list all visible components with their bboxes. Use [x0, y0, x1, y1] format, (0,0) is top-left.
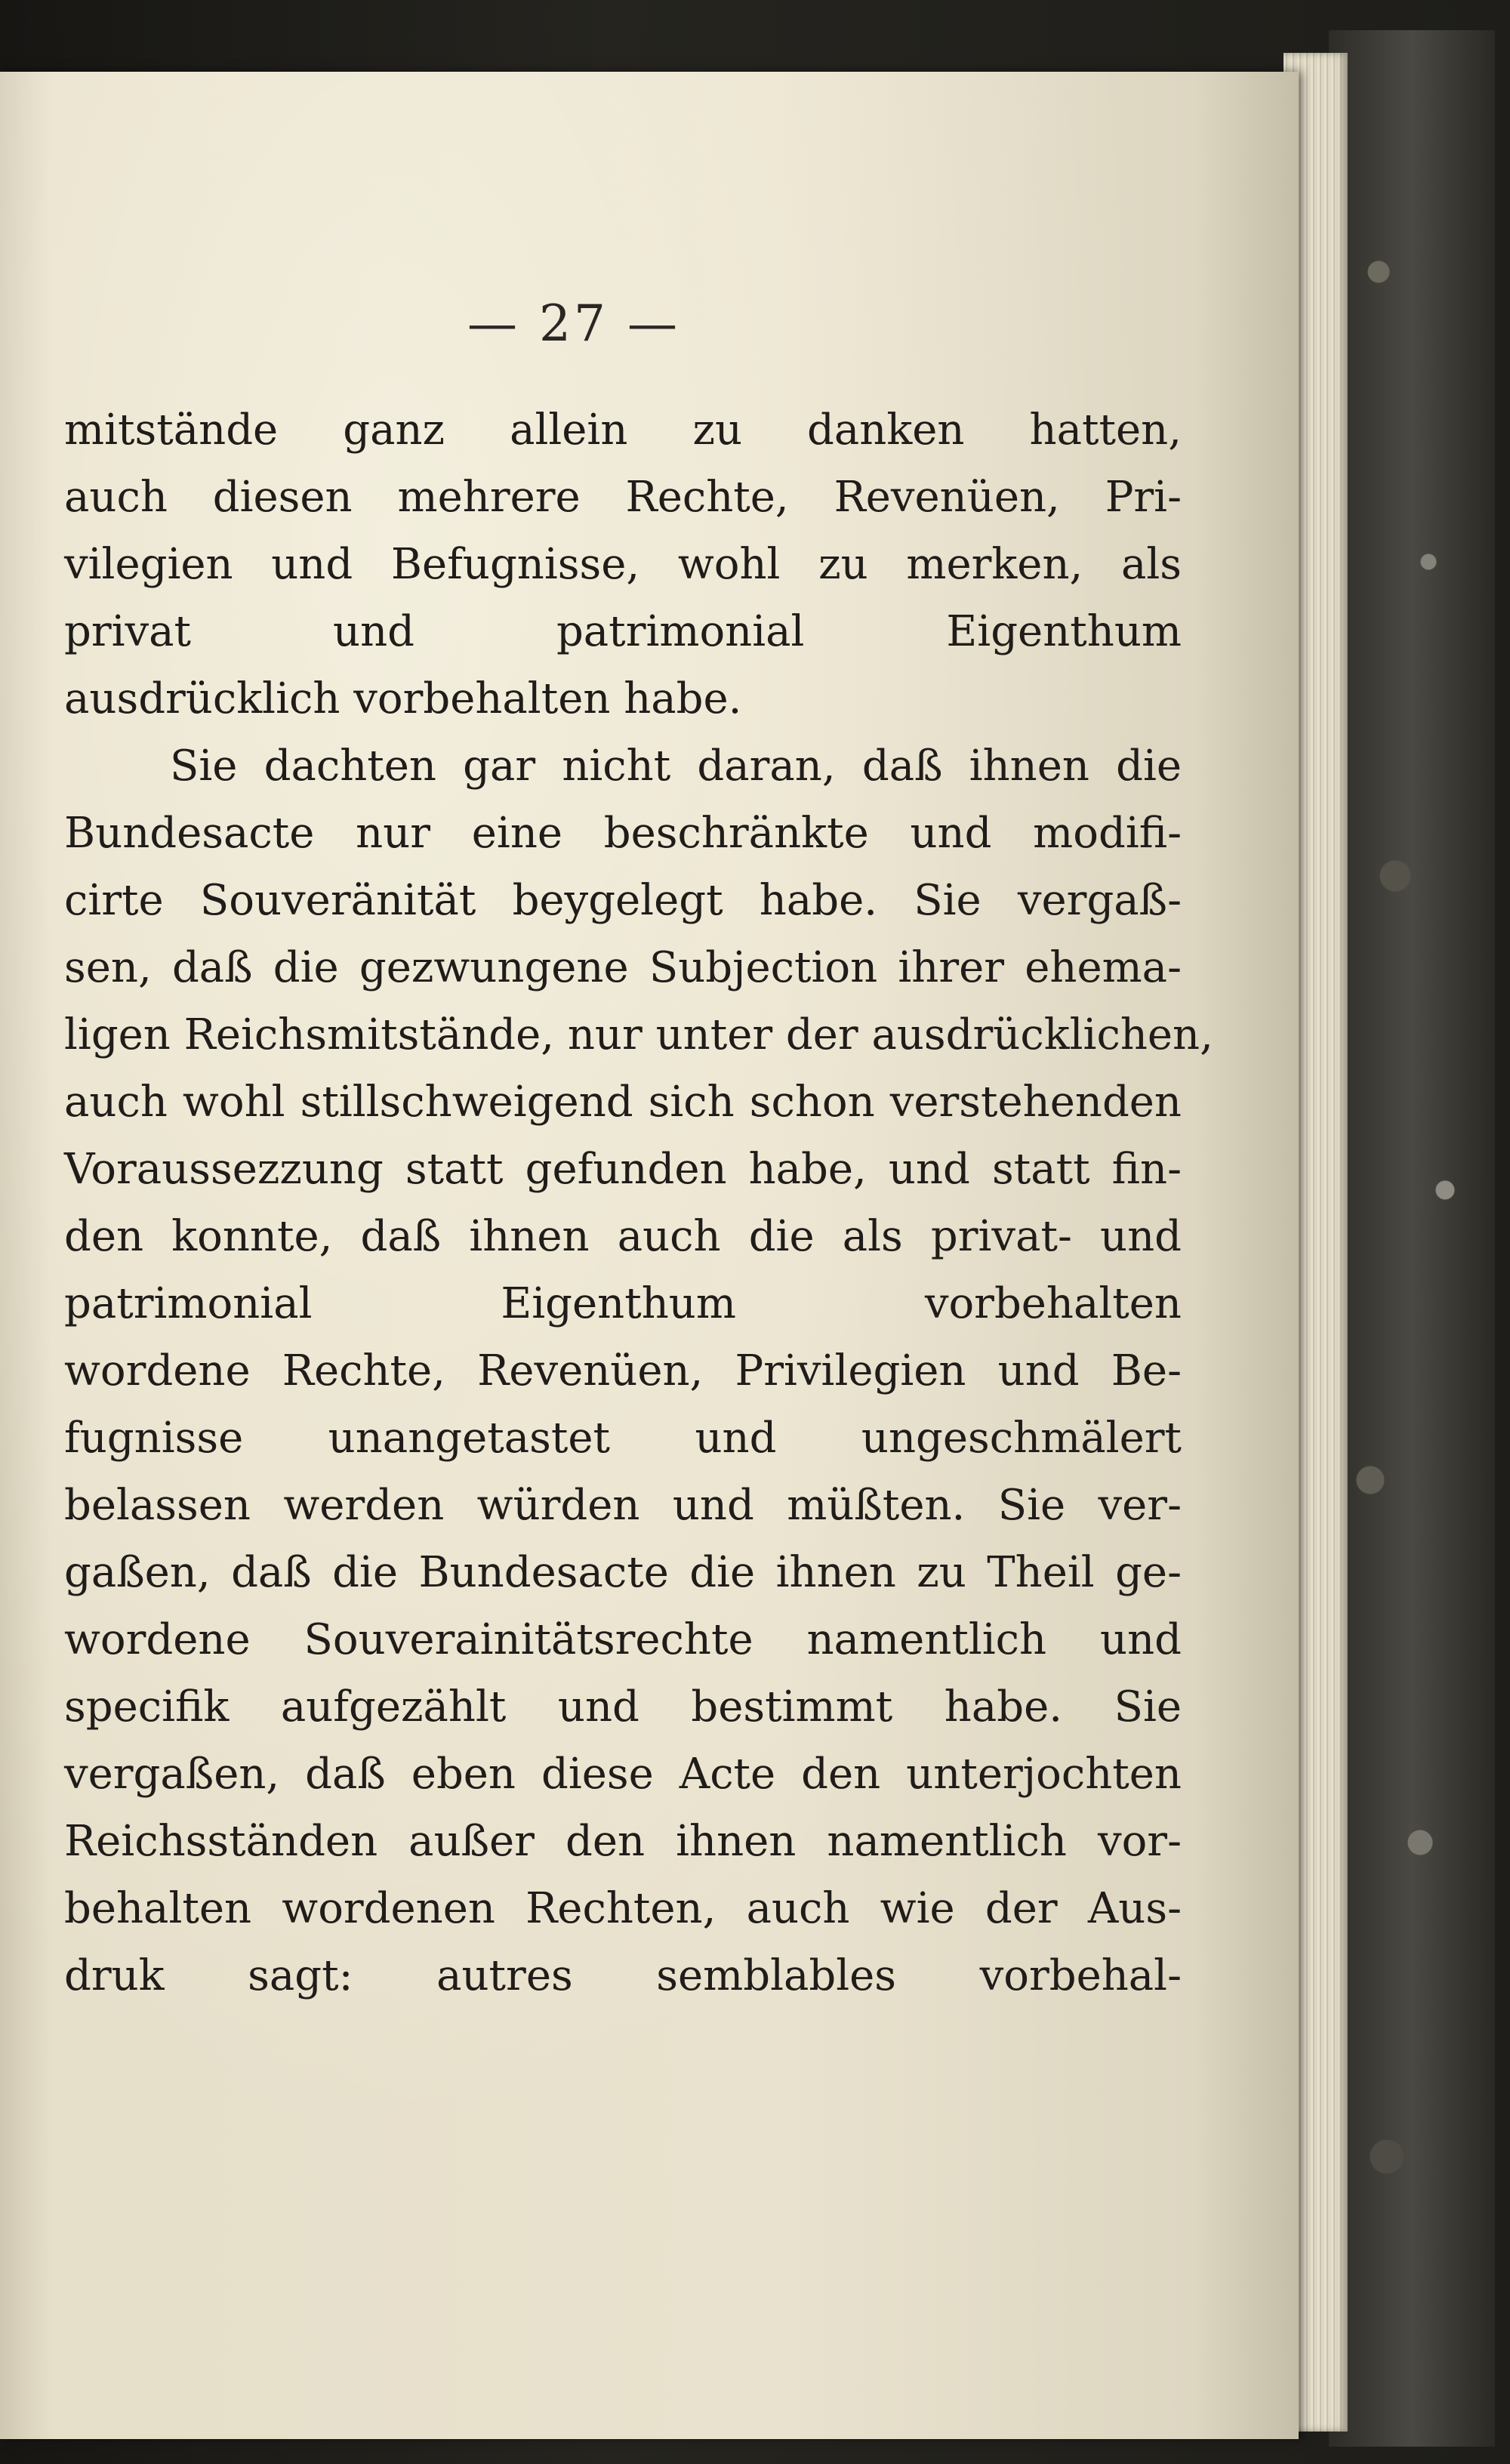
text-line: auch diesen mehrere Rechte, Revenüen, Pri-	[64, 473, 1182, 522]
text-line: behalten wordenen Rechten, auch wie der Aus-	[64, 1884, 1182, 1933]
text-line: wordene Souverainitätsrechte namentlich und	[64, 1615, 1182, 1664]
body-text	[64, 396, 1213, 2009]
text-line: auch wohl stillschweigend sich schon verstehenden	[64, 1078, 1182, 1127]
text-line: vergaßen, daß eben diese Acte den unterjochten	[64, 1750, 1182, 1799]
text-line: fugnisse unangetastet und ungeschmälert	[64, 1414, 1182, 1463]
page-number: — 27 —	[467, 295, 680, 353]
text-line: druk sagt: autres semblables vorbehal-	[64, 1951, 1182, 2000]
text-line: Bundesacte nur eine beschränkte und modifi-	[64, 809, 1182, 858]
text-line: cirte Souveränität beygelegt habe. Sie vergaß-	[64, 876, 1182, 925]
text-line: Sie dachten gar nicht daran, daß ihnen die	[170, 742, 1182, 791]
marbled-cover-board	[1329, 30, 1495, 2447]
text-line: Reichsständen außer den ihnen namentlich vor-	[64, 1817, 1182, 1866]
text-line: sen, daß die gezwungene Subjection ihrer ehema-	[64, 943, 1182, 992]
text-line: wordene Rechte, Revenüen, Privilegien und Be-	[64, 1346, 1182, 1395]
text-line: privat und patrimonial Eigenthum	[64, 607, 1182, 656]
text-line: mitstände ganz allein zu danken hatten,	[64, 406, 1182, 455]
text-line: ligen Reichsmitstände, nur unter der ausdrücklichen,	[64, 1010, 1213, 1059]
text-line: specifik aufgezählt und bestimmt habe. Sie	[64, 1682, 1182, 1732]
text-line: belassen werden würden und müßten. Sie ver-	[64, 1481, 1182, 1530]
text-line: patrimonial Eigenthum vorbehalten	[64, 1279, 1182, 1328]
text-line: Voraussezzung statt gefunden habe, und statt fin-	[64, 1145, 1182, 1194]
text-line: vilegien und Befugnisse, wohl zu merken, als	[64, 540, 1182, 589]
book-page	[0, 72, 1299, 2439]
text-line: gaßen, daß die Bundesacte die ihnen zu Theil ge-	[64, 1548, 1182, 1597]
text-line: den konnte, daß ihnen auch die als privat- und	[64, 1212, 1182, 1261]
text-line: ausdrücklich vorbehalten habe.	[64, 674, 742, 723]
